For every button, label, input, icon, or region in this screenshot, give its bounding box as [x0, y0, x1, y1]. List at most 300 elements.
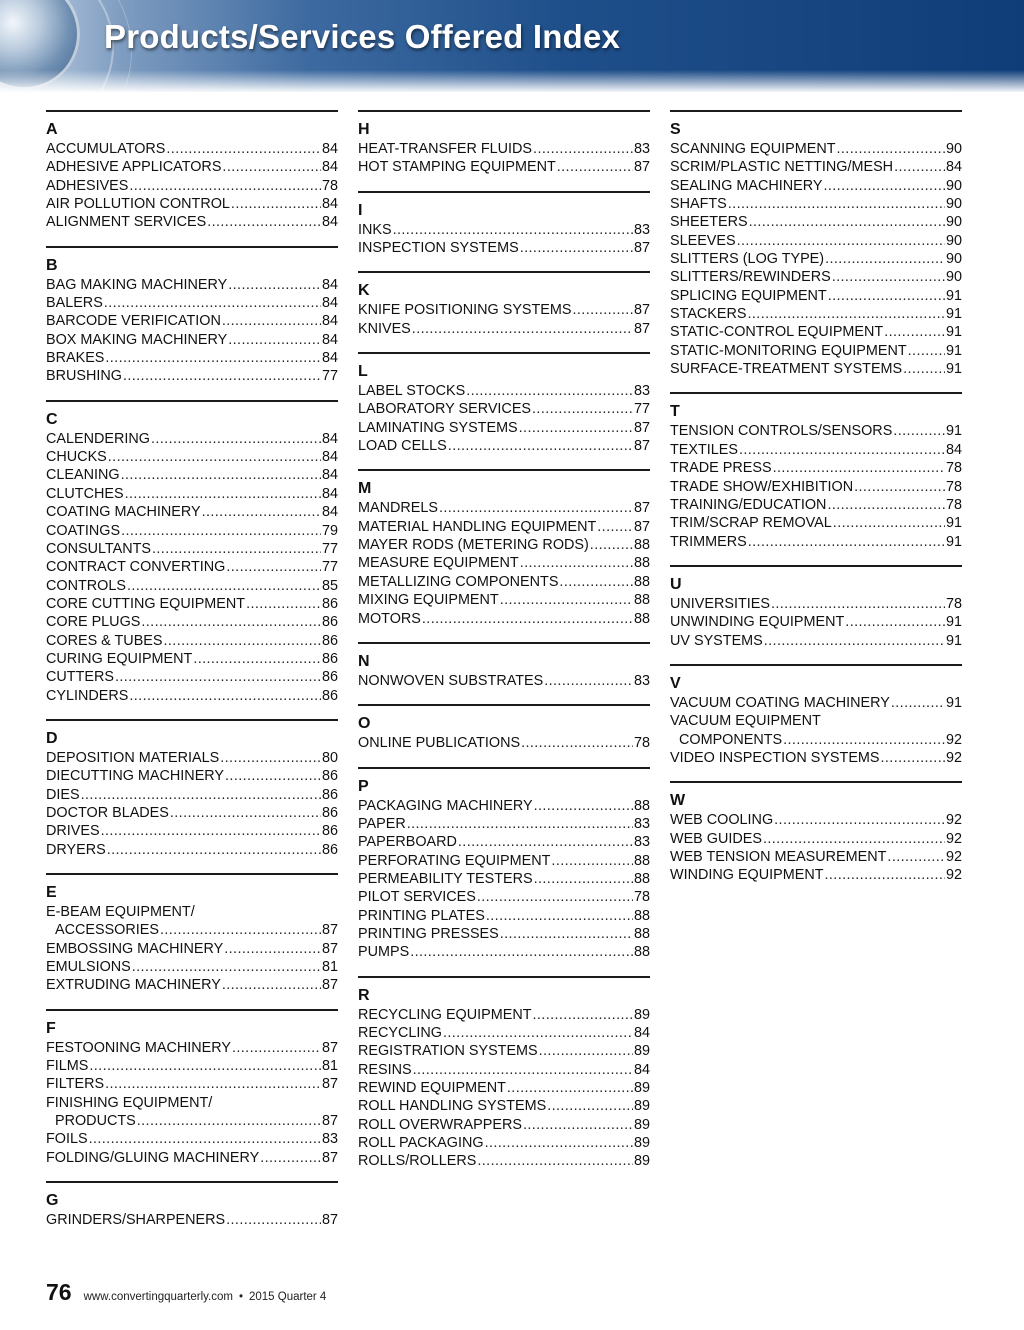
dot-leader — [448, 437, 633, 455]
index-entry — [670, 613, 962, 631]
dot-leader — [908, 342, 945, 360]
index-entry — [46, 976, 338, 994]
entry-label: FINISHING EQUIPMENT/ — [46, 1094, 213, 1111]
entry-label: TRADE SHOW/EXHIBITION — [670, 478, 854, 495]
entry-page-number: 83 — [321, 1131, 338, 1148]
dot-leader — [89, 1057, 321, 1075]
entry-page-number: 88 — [633, 555, 650, 572]
entry-page-number: 77 — [321, 368, 338, 385]
dot-leader — [783, 731, 945, 749]
index-entry — [46, 195, 338, 213]
section-letter: G — [46, 1192, 59, 1210]
entry-page-number: 91 — [945, 306, 962, 323]
index-entry — [46, 312, 338, 330]
entry-label: EMULSIONS — [46, 959, 131, 976]
entry-page-number: 91 — [945, 533, 962, 550]
dot-leader — [260, 1149, 321, 1167]
dot-leader — [557, 158, 633, 176]
entry-page-number: 92 — [945, 867, 962, 884]
index-entry — [46, 632, 338, 650]
dot-leader — [224, 940, 321, 958]
index-entry-continuation — [670, 731, 962, 749]
footer-website[interactable]: www.convertingquarterly.com — [83, 1291, 233, 1303]
entry-page-number: 87 — [633, 302, 650, 319]
entry-page-number: 90 — [945, 177, 962, 194]
dot-leader — [884, 323, 945, 341]
entry-page-number: 87 — [321, 1076, 338, 1093]
index-entry — [670, 287, 962, 305]
index-entry — [46, 613, 338, 631]
entry-page-number: 87 — [321, 1212, 338, 1229]
entry-page-number: 83 — [633, 834, 650, 851]
entry-label: REWIND EQUIPMENT — [358, 1080, 506, 1096]
entry-label: RECYCLING — [358, 1024, 442, 1041]
section-letter: N — [358, 652, 370, 670]
dot-leader — [523, 1116, 633, 1134]
index-entry — [358, 382, 650, 400]
dot-leader — [748, 305, 945, 323]
dot-leader — [132, 958, 321, 976]
index-entry — [670, 323, 962, 341]
entry-label: PACKAGING MACHINERY — [358, 797, 533, 814]
index-entry — [358, 833, 650, 851]
entry-label: SCRIM/PLASTIC NETTING/MESH — [670, 159, 894, 176]
entry-label: GRINDERS/SHARPENERS — [46, 1212, 226, 1229]
entry-page-number: 90 — [945, 141, 962, 157]
dot-leader — [894, 158, 945, 176]
entry-page-number: 88 — [633, 797, 650, 814]
entry-page-number: 89 — [633, 1080, 650, 1096]
entry-page-number: 86 — [321, 804, 338, 821]
section-letter: F — [46, 1019, 56, 1037]
entry-label: WEB TENSION MEASUREMENT — [670, 848, 887, 865]
entry-label: CORES & TUBES — [46, 632, 163, 649]
entry-label: MAYER RODS (METERING RODS) — [358, 537, 589, 554]
entry-label: ADHESIVE APPLICATORS — [46, 159, 222, 176]
globe-icon — [0, 0, 80, 90]
index-entry — [358, 815, 650, 833]
entry-label: CORE CUTTING EQUIPMENT — [46, 595, 246, 612]
index-entry — [358, 140, 650, 158]
index-entry — [46, 540, 338, 558]
entry-page-number: 86 — [321, 841, 338, 858]
entry-label: DRIVES — [46, 823, 100, 840]
section-letter: T — [670, 403, 680, 421]
entry-label: ACCESSORIES — [55, 922, 159, 939]
section-letter: C — [46, 410, 58, 428]
index-entry — [358, 797, 650, 815]
entry-page-number: 88 — [633, 610, 650, 627]
dot-leader — [164, 632, 321, 650]
entry-page-number: 85 — [321, 577, 338, 594]
dot-leader — [207, 213, 321, 231]
entry-label: CONSULTANTS — [46, 540, 152, 557]
index-section-o — [358, 704, 650, 752]
index-entry — [46, 367, 338, 385]
section-letter: E — [46, 884, 57, 901]
entry-label: DIECUTTING MACHINERY — [46, 768, 225, 785]
index-entry — [358, 1024, 650, 1042]
entry-label: CONTROLS — [46, 577, 126, 594]
dot-leader — [827, 496, 945, 514]
index-entry — [670, 866, 962, 884]
dot-leader — [141, 613, 321, 631]
dot-leader — [393, 221, 633, 239]
entry-page-number: 91 — [945, 287, 962, 304]
index-entry — [46, 448, 338, 466]
entry-label: CLUTCHES — [46, 485, 124, 502]
dot-leader — [202, 503, 321, 521]
entry-page-number: 83 — [633, 221, 650, 238]
entry-label: CURING EQUIPMENT — [46, 650, 193, 667]
entry-page-number: 84 — [321, 430, 338, 447]
dot-leader — [519, 419, 633, 437]
dot-leader — [152, 540, 321, 558]
entry-label: LAMINATING SYSTEMS — [358, 419, 518, 436]
entry-label: BRUSHING — [46, 368, 122, 385]
entry-label: STATIC-MONITORING EQUIPMENT — [670, 342, 907, 359]
index-entry — [46, 276, 338, 294]
dot-leader — [539, 1042, 633, 1060]
index-entry — [46, 1039, 338, 1057]
index-entry — [670, 533, 962, 551]
entry-page-number: 88 — [633, 870, 650, 887]
entry-label: REGISTRATION SYSTEMS — [358, 1043, 538, 1060]
entry-label: ROLL HANDLING SYSTEMS — [358, 1098, 547, 1115]
entry-page-number: 89 — [633, 1043, 650, 1060]
dot-leader — [551, 852, 633, 870]
dot-leader — [166, 140, 321, 158]
entry-label: MATERIAL HANDLING EQUIPMENT — [358, 518, 597, 535]
entry-label: CONTRACT CONVERTING — [46, 559, 226, 576]
index-entry — [46, 767, 338, 785]
index-entry — [670, 749, 962, 767]
entry-label: STACKERS — [670, 306, 747, 323]
dot-leader — [500, 925, 633, 943]
dot-leader — [737, 232, 945, 250]
dot-leader — [837, 140, 945, 158]
entry-label: DIES — [46, 786, 80, 803]
dot-leader — [507, 1079, 633, 1097]
entry-page-number: 88 — [633, 925, 650, 942]
dot-leader — [559, 573, 633, 591]
entry-page-number: 84 — [945, 159, 962, 176]
dot-leader — [887, 848, 945, 866]
entry-page-number: 87 — [633, 518, 650, 535]
index-entry — [46, 1094, 338, 1112]
entry-page-number: 77 — [321, 559, 338, 576]
index-entry — [670, 478, 962, 496]
index-entry — [358, 672, 650, 690]
entry-page-number: 86 — [321, 768, 338, 785]
entry-label: PUMPS — [358, 944, 410, 961]
index-entry — [358, 610, 650, 628]
entry-label: RECYCLING EQUIPMENT — [358, 1006, 532, 1023]
entry-page-number: 84 — [321, 276, 338, 293]
dot-leader — [101, 822, 321, 840]
dot-leader — [410, 943, 633, 961]
entry-page-number: 92 — [945, 731, 962, 748]
entry-page-number: 78 — [945, 496, 962, 513]
dot-leader — [222, 312, 321, 330]
index-entry — [46, 158, 338, 176]
dot-leader — [832, 268, 945, 286]
entry-label: BRAKES — [46, 350, 105, 367]
dot-leader — [739, 441, 945, 459]
dot-leader — [225, 767, 321, 785]
entry-label: FILTERS — [46, 1076, 105, 1093]
dot-leader — [521, 734, 633, 752]
dot-leader — [413, 1061, 633, 1079]
dot-leader — [748, 533, 945, 551]
index-entry — [46, 294, 338, 312]
index-entry — [46, 749, 338, 767]
dot-leader — [823, 177, 945, 195]
index-section-b — [46, 246, 338, 386]
dot-leader — [534, 797, 633, 815]
index-entry — [358, 499, 650, 517]
dot-leader — [412, 320, 633, 338]
index-entry — [46, 841, 338, 859]
index-section-i — [358, 191, 650, 258]
dot-leader — [89, 1130, 321, 1148]
entry-page-number: 88 — [633, 537, 650, 554]
index-entry — [670, 441, 962, 459]
index-entry — [46, 903, 338, 921]
entry-label: FOLDING/GLUING MACHINERY — [46, 1149, 260, 1166]
index-entry — [670, 496, 962, 514]
index-entry — [670, 712, 962, 730]
entry-label: SLITTERS/REWINDERS — [670, 269, 831, 286]
dot-leader — [170, 804, 321, 822]
page-footer — [46, 1279, 326, 1306]
index-entry — [358, 852, 650, 870]
section-letter: B — [46, 256, 58, 274]
entry-page-number: 84 — [321, 467, 338, 484]
entry-page-number: 86 — [321, 614, 338, 631]
entry-page-number: 86 — [321, 595, 338, 612]
index-entry — [46, 1130, 338, 1148]
index-entry — [358, 301, 650, 319]
index-section-c — [46, 400, 338, 705]
index-entry — [46, 958, 338, 976]
dot-leader — [533, 140, 633, 158]
entry-label: PERMEABILITY TESTERS — [358, 870, 533, 887]
index-entry — [670, 422, 962, 440]
entry-page-number: 80 — [321, 749, 338, 766]
index-entry — [358, 888, 650, 906]
entry-page-number: 90 — [945, 269, 962, 286]
entry-page-number: 90 — [945, 232, 962, 249]
entry-page-number: 89 — [633, 1153, 650, 1170]
dot-leader — [477, 1152, 633, 1170]
entry-label: HEAT-TRANSFER FLUIDS — [358, 141, 533, 157]
index-entry — [670, 250, 962, 268]
index-entry — [46, 668, 338, 686]
dot-leader — [422, 610, 633, 628]
section-letter: W — [670, 792, 686, 810]
dot-leader — [728, 195, 945, 213]
index-entry — [46, 213, 338, 231]
entry-page-number: 87 — [633, 320, 650, 337]
dot-leader — [486, 907, 633, 925]
dot-leader — [763, 830, 945, 848]
page-title: Products/Services Offered Index — [104, 18, 621, 55]
entry-page-number: 91 — [945, 632, 962, 649]
index-entry — [46, 503, 338, 521]
index-entry — [358, 320, 650, 338]
entry-label: CHUCKS — [46, 449, 107, 466]
entry-label: PRINTING PLATES — [358, 907, 485, 924]
dot-leader — [232, 1039, 321, 1057]
entry-page-number: 77 — [633, 401, 650, 418]
index-column-3 — [670, 110, 962, 899]
index-entry — [358, 400, 650, 418]
dot-leader — [246, 595, 321, 613]
section-letter: D — [46, 729, 58, 747]
entry-page-number: 91 — [945, 515, 962, 532]
entry-page-number: 83 — [633, 383, 650, 400]
index-section-u — [670, 565, 962, 650]
section-letter: I — [358, 201, 363, 219]
entry-label: ACCUMULATORS — [46, 141, 166, 157]
dot-leader — [764, 632, 945, 650]
entry-label: FOILS — [46, 1131, 88, 1148]
entry-page-number: 86 — [321, 650, 338, 667]
dot-leader — [137, 1112, 321, 1130]
entry-label: FESTOONING MACHINERY — [46, 1039, 231, 1056]
index-entry — [358, 1116, 650, 1134]
dot-leader — [443, 1024, 633, 1042]
entry-label: PERFORATING EQUIPMENT — [358, 852, 551, 869]
dot-leader — [228, 331, 321, 349]
entry-page-number: 87 — [633, 438, 650, 455]
entry-page-number: 79 — [321, 522, 338, 539]
entry-page-number: 86 — [321, 823, 338, 840]
dot-leader — [108, 448, 321, 466]
dot-leader — [774, 811, 945, 829]
entry-page-number: 89 — [633, 1006, 650, 1023]
entry-label: ROLL PACKAGING — [358, 1135, 484, 1152]
entry-label: TRIM/SCRAP REMOVAL — [670, 515, 832, 532]
index-entry — [358, 870, 650, 888]
index-entry — [358, 1042, 650, 1060]
dot-leader — [81, 786, 321, 804]
entry-label: SPLICING EQUIPMENT — [670, 287, 827, 304]
dot-leader — [439, 499, 633, 517]
index-section-m — [358, 469, 650, 627]
entry-page-number: 84 — [321, 196, 338, 213]
entry-page-number: 86 — [321, 632, 338, 649]
index-section-v — [670, 664, 962, 767]
entry-page-number: 87 — [321, 1039, 338, 1056]
dot-leader — [845, 613, 945, 631]
entry-page-number: 84 — [321, 449, 338, 466]
section-letter: H — [358, 121, 370, 138]
dot-leader — [222, 158, 321, 176]
index-entry — [670, 232, 962, 250]
entry-label: PRINTING PRESSES — [358, 925, 499, 942]
entry-label: INKS — [358, 221, 392, 238]
dot-leader — [825, 866, 945, 884]
entry-label: CYLINDERS — [46, 687, 129, 704]
index-column-2 — [358, 110, 650, 1185]
index-section-a — [46, 110, 338, 232]
entry-label: CORE PLUGS — [46, 614, 141, 631]
dot-leader — [129, 687, 321, 705]
entry-page-number: 88 — [633, 907, 650, 924]
entry-page-number: 92 — [945, 830, 962, 847]
entry-page-number: 78 — [945, 478, 962, 495]
entry-page-number: 88 — [633, 944, 650, 961]
entry-label: AIR POLLUTION CONTROL — [46, 196, 230, 213]
index-entry — [670, 305, 962, 323]
entry-page-number: 90 — [945, 196, 962, 213]
dot-leader — [226, 558, 321, 576]
index-column-1 — [46, 110, 338, 1243]
entry-label: MANDRELS — [358, 500, 438, 517]
entry-label: STATIC-CONTROL EQUIPMENT — [670, 324, 884, 341]
index-entry — [670, 848, 962, 866]
entry-page-number: 87 — [633, 240, 650, 257]
entry-label: COMPONENTS — [679, 731, 783, 748]
entry-page-number: 84 — [945, 441, 962, 458]
index-entry — [670, 811, 962, 829]
entry-page-number: 91 — [945, 324, 962, 341]
dot-leader — [544, 672, 633, 690]
index-entry — [670, 632, 962, 650]
entry-page-number: 87 — [321, 1149, 338, 1166]
entry-page-number: 92 — [945, 749, 962, 766]
entry-label: COATINGS — [46, 522, 121, 539]
entry-label: LOAD CELLS — [358, 438, 447, 455]
dot-leader — [407, 815, 633, 833]
section-letter: A — [46, 121, 58, 138]
index-entry — [46, 177, 338, 195]
entry-page-number: 87 — [633, 159, 650, 176]
index-entry — [358, 573, 650, 591]
index-section-k — [358, 271, 650, 338]
entry-page-number: 87 — [633, 500, 650, 517]
dot-leader — [893, 422, 945, 440]
index-entry — [46, 349, 338, 367]
index-entry — [358, 734, 650, 752]
entry-page-number: 91 — [945, 342, 962, 359]
index-section-e — [46, 873, 338, 995]
index-entry — [46, 466, 338, 484]
entry-label: EMBOSSING MACHINERY — [46, 940, 224, 957]
entry-label: PAPER — [358, 815, 406, 832]
index-entry-continuation — [46, 1112, 338, 1130]
entry-label: SHEETERS — [670, 214, 748, 231]
entry-label: KNIVES — [358, 320, 411, 337]
entry-page-number: 87 — [321, 1113, 338, 1130]
section-letter: O — [358, 715, 371, 733]
dot-leader — [123, 367, 321, 385]
section-letter: K — [358, 282, 370, 300]
dot-leader — [771, 595, 945, 613]
entry-page-number: 87 — [321, 940, 338, 957]
dot-leader — [160, 921, 321, 939]
section-letter: R — [358, 986, 370, 1004]
index-entry — [670, 177, 962, 195]
index-entry — [358, 1152, 650, 1170]
entry-page-number: 89 — [633, 1116, 650, 1133]
entry-label: ROLLS/ROLLERS — [358, 1153, 477, 1170]
index-entry — [358, 419, 650, 437]
dot-leader — [220, 749, 321, 767]
index-entry — [46, 485, 338, 503]
